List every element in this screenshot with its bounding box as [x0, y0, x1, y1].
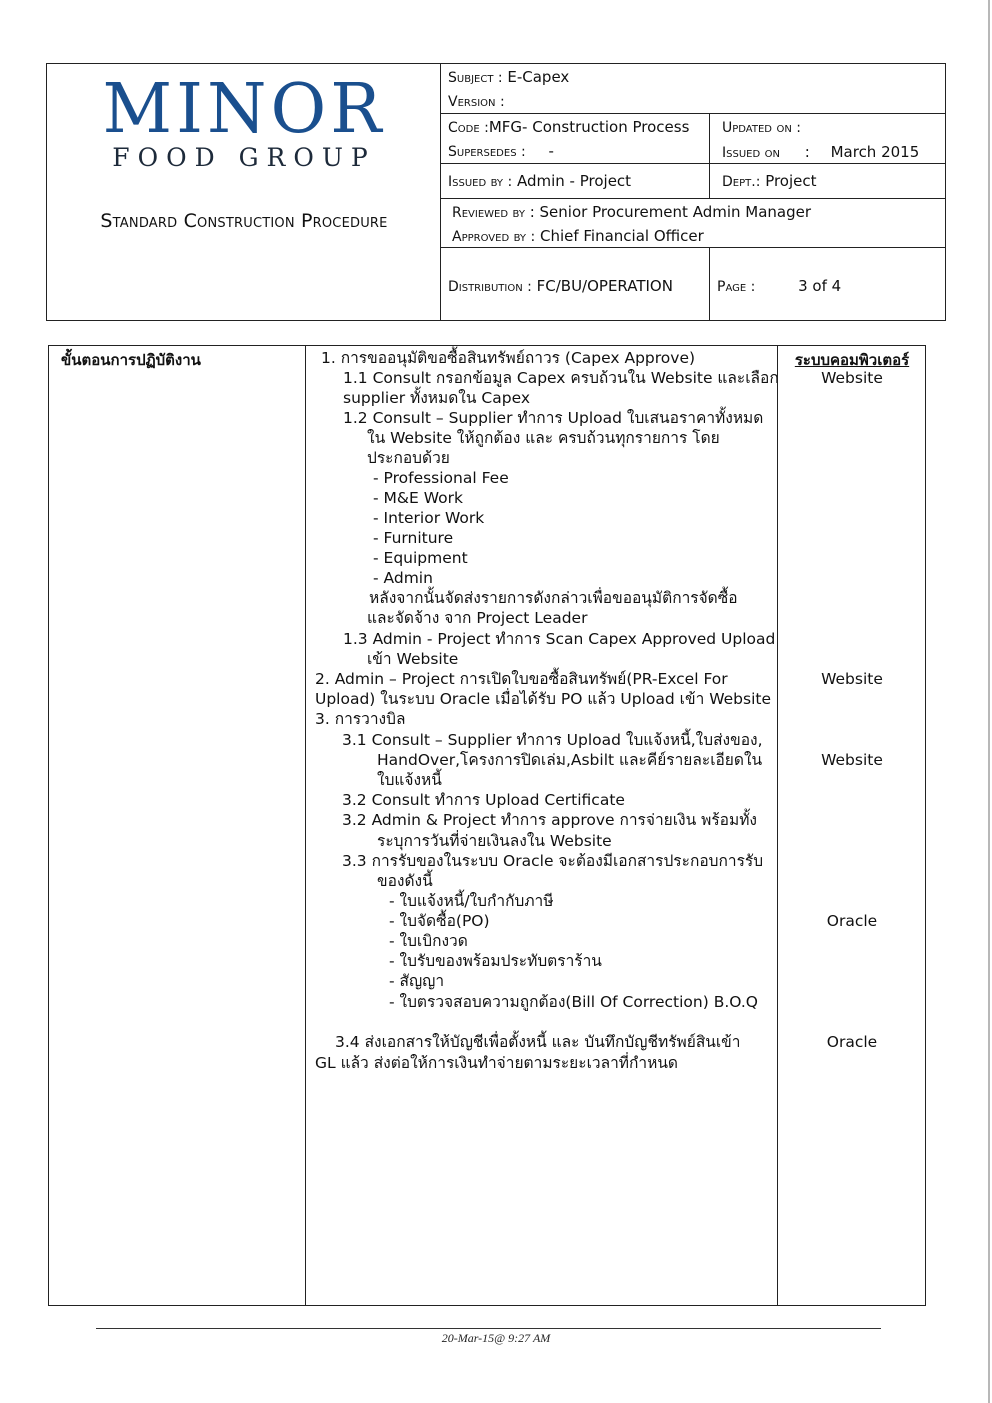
version-label: Version :	[448, 94, 505, 110]
list-item: - ใบจัดซื้อ(PO)	[389, 912, 490, 930]
procedure-line: 2. Admin – Project การเปิดใบขอซื้อสินทรัพย์(PR-Excel For	[315, 670, 728, 688]
distribution-row	[441, 274, 709, 299]
procedure-line: HandOver,โครงการปิดเล่ม,Asbilt และคีย์รายละเอียดใน	[377, 751, 763, 769]
updated-on-label: Updated on :	[722, 120, 801, 136]
code-row	[441, 115, 709, 140]
steps-column	[49, 346, 306, 1305]
procedure-line: 3.2 Consult ทำการ Upload Certificate	[342, 791, 625, 809]
system-label: Website	[821, 751, 883, 769]
page-value: 3 of 4	[798, 277, 842, 295]
reviewed-by-value: : Senior Procurement Admin Manager	[529, 203, 812, 221]
procedure-line: และจัดจ้าง จาก Project Leader	[367, 609, 588, 627]
issued-by-value: Admin - Project	[516, 172, 632, 190]
issued-on-row	[715, 140, 945, 165]
page-label: Page :	[717, 279, 756, 295]
list-item: - ใบเบิกงวด	[389, 932, 468, 950]
procedure-line: 3.4 ส่งเอกสารให้บัญชีเพื่อตั้งหนี้ และ บันทึกบัญชีทรัพย์สินเข้า	[335, 1033, 741, 1051]
procedure-line: Upload) ในระบบ Oracle เมื่อได้รับ PO แล้ว Upload เข้า Website	[315, 690, 771, 708]
divider	[441, 198, 946, 199]
list-item: - M&E Work	[373, 489, 463, 507]
procedure-line: 3.2 Admin & Project ทำการ approve การจ่ายเงิน พร้อมทั้ง	[342, 811, 757, 829]
page-row	[710, 274, 946, 299]
procedure-line: 1.3 Admin - Project ทำการ Scan Capex Approved Upload	[343, 630, 776, 648]
updated-on-row	[715, 115, 945, 140]
code-value: MFG- Construction Process	[488, 118, 690, 136]
list-item: - Equipment	[373, 549, 468, 567]
procedure-line: ใบแจ้งหนี้	[377, 771, 442, 789]
procedure-line: GL แล้ว ส่งต่อให้การเงินทำจ่ายตามระยะเวลาที่กำหนด	[315, 1054, 678, 1072]
procedure-line: 1.1 Consult กรอกข้อมูล Capex ครบถ้วนใน Website และเลือก	[343, 369, 779, 387]
list-item: - ใบตรวจสอบความถูกต้อง(Bill Of Correction) B.O.Q	[389, 993, 758, 1011]
procedure-line: หลังจากนั้นจัดส่งรายการดังกล่าวเพื่อขออนุมัติการจัดซื้อ	[369, 589, 738, 607]
reviewed-by-label: Reviewed by	[452, 205, 525, 221]
list-item: - Furniture	[373, 529, 454, 547]
footer-divider	[96, 1328, 881, 1329]
dept-label: Dept.:	[722, 174, 761, 190]
steps-column-title: ขั้นตอนการปฏิบัติงาน	[61, 351, 201, 369]
version-row	[441, 89, 946, 114]
print-timestamp: 20-Mar-15@ 9:27 AM	[441, 1331, 551, 1345]
scan-edge	[988, 0, 990, 1403]
approved-by-value: Chief Financial Officer	[539, 227, 704, 245]
approved-by-label: Approved by :	[452, 229, 536, 245]
supersedes-row	[441, 139, 709, 164]
procedure-table	[48, 345, 926, 1306]
procedure-line: 3. การวางบิล	[315, 710, 406, 728]
system-label: Oracle	[826, 1033, 878, 1051]
code-label: Code :	[448, 120, 489, 136]
procedure-line: supplier ทั้งหมดใน Capex	[343, 389, 530, 407]
procedure-line: ใน Website ให้ถูกต้อง และ ครบถ้วนทุกรายการ โดย	[367, 429, 720, 447]
list-item: - สัญญา	[389, 972, 445, 990]
list-item: - ใบรับของพร้อมประทับตราร้าน	[389, 952, 602, 970]
dept-value: Project	[765, 172, 817, 190]
subject-value: E-Capex	[507, 68, 570, 86]
subject-row	[441, 65, 946, 90]
divider	[709, 113, 710, 198]
approved-by-row	[445, 224, 945, 249]
logo-cell	[47, 64, 441, 320]
procedure-line: 1. การขออนุมัติขอซื้อสินทรัพย์ถาวร (Capex Approve)	[321, 349, 696, 367]
brand-logo: MINOR	[102, 70, 386, 149]
brand-subtitle: FOOD GROUP	[112, 143, 376, 172]
procedure-line: ของดังนี้	[377, 872, 433, 890]
procedure-line: ระบุการวันที่จ่ายเงินลงใน Website	[377, 832, 612, 850]
system-column-title: ระบบคอมพิวเตอร์	[794, 351, 910, 369]
reviewed-by-row	[445, 200, 945, 225]
system-column	[777, 346, 925, 1305]
supersedes-label: Supersedes :	[448, 144, 526, 160]
issued-on-sep: :	[804, 143, 810, 161]
document-header	[46, 63, 946, 321]
dept-row	[715, 169, 945, 194]
document-type: Standard Construction Procedure	[100, 210, 388, 232]
list-item: - Interior Work	[373, 509, 485, 527]
procedure-line: 1.2 Consult – Supplier ทำการ Upload ใบเสนอราคาทั้งหมด	[343, 409, 764, 427]
system-label: Website	[821, 670, 883, 688]
procedure-line: 3.1 Consult – Supplier ทำการ Upload ใบแจ้งหนี้,ใบส่งของ,	[342, 731, 763, 749]
distribution-label: Distribution :	[448, 279, 532, 295]
procedure-line: ประกอบด้วย	[367, 449, 450, 467]
list-item: - ใบแจ้งหนี้/ใบกำกับภาษี	[389, 892, 554, 910]
issued-by-row	[441, 169, 709, 194]
supersedes-value: -	[548, 142, 554, 160]
list-item: - Admin	[373, 569, 433, 587]
distribution-value: FC/BU/OPERATION	[536, 277, 673, 295]
issued-by-label: Issued by :	[448, 174, 513, 190]
issued-on-value: March 2015	[830, 143, 920, 161]
system-label: Website	[821, 369, 883, 387]
subject-label: Subject :	[448, 70, 503, 86]
list-item: - Professional Fee	[373, 469, 509, 487]
issued-on-label: Issued on	[722, 145, 780, 161]
system-label: Oracle	[826, 912, 878, 930]
procedure-line: เข้า Website	[367, 650, 459, 668]
procedure-line: 3.3 การรับของในระบบ Oracle จะต้องมีเอกสารประกอบการรับ	[342, 852, 764, 870]
